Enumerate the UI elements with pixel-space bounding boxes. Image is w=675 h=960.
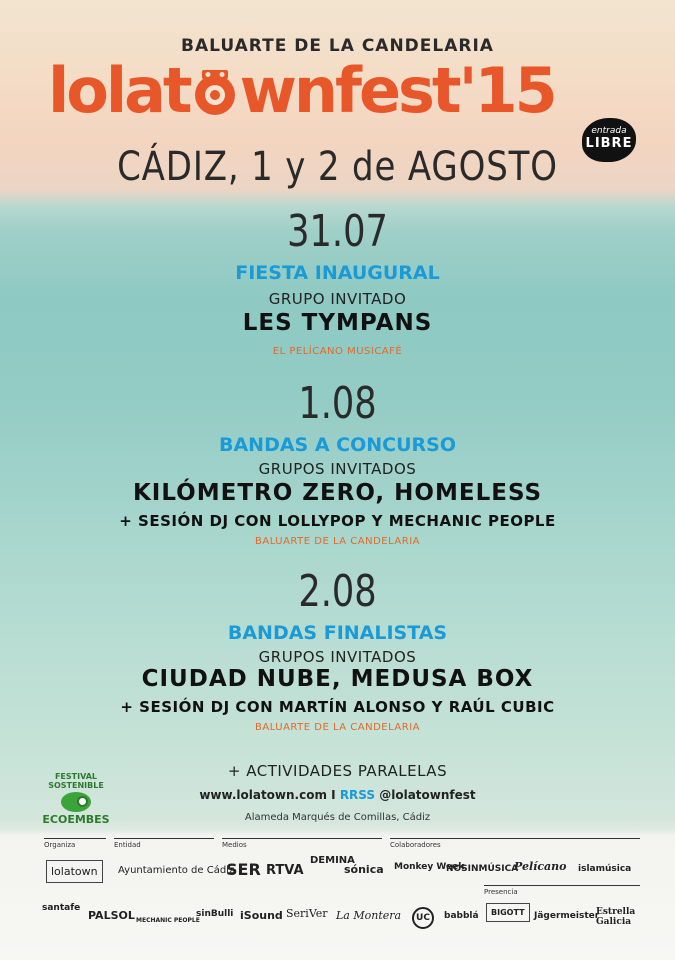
event-bands: LES TYMPANS (242, 310, 433, 336)
estrella-galicia-logo: Estrella Galicia (596, 907, 636, 927)
event-bands: KILÓMETRO ZERO, HOMELESS (132, 480, 543, 506)
social-handle[interactable]: @lolatownfest (379, 788, 476, 802)
event-name: BANDAS FINALISTAS (227, 622, 448, 644)
santafe-logo: santafe (42, 903, 81, 913)
eco-arc-text: FESTIVAL SOSTENIBLE (48, 772, 104, 790)
rtva-logo: RTVA (266, 863, 304, 878)
website-link[interactable]: www.lolatown.com I (199, 788, 336, 802)
guests-label: GRUPO INVITADO (268, 290, 407, 308)
title-year: '15 (458, 54, 555, 127)
islamusica-logo: islamúsica (578, 864, 632, 874)
event-date: 1.08 (298, 378, 377, 429)
nosinmusica-logo: NOSINMÚSICA (446, 864, 519, 874)
label-colaboradores: Colaboradores (390, 838, 640, 849)
badge-line-1: entrada (591, 126, 627, 136)
palsol-logo: PALSOL (88, 909, 135, 922)
uc-logo: UC (412, 907, 434, 929)
demina-logo: DEMINA (310, 855, 355, 866)
lolatown-logo: lolatown (46, 860, 103, 883)
event-place: BALUARTE DE LA CANDELARIA (255, 536, 420, 547)
sonica-logo: sónica (344, 863, 384, 876)
badge-line-2: LIBRE (585, 136, 633, 151)
la-montera-logo: La Montera (336, 909, 402, 922)
isound-logo: iSound (240, 909, 283, 922)
ayuntamiento-logo: Ayuntamiento de Cádiz (118, 865, 235, 876)
event-place: BALUARTE DE LA CANDELARIA (255, 722, 420, 733)
monkey-week-logo: Monkey Week (394, 862, 465, 872)
rrss-label: RRSS (339, 788, 376, 802)
festival-title (48, 56, 648, 126)
venue-heading: BALUARTE DE LA CANDELARIA (181, 36, 494, 56)
event-name: FIESTA INAUGURAL (235, 262, 440, 284)
parallel-activities: + ACTIVIDADES PARALELAS (227, 762, 448, 780)
sponsor-row-2 (40, 885, 640, 935)
address: Alameda Marqués de Comillas, Cádiz (244, 812, 431, 823)
event-bands: CIUDAD NUBE, MEDUSA BOX (141, 666, 534, 692)
event-dj: + SESIÓN DJ CON LOLLYPOP Y MECHANIC PEOPLE (119, 512, 556, 530)
event-place: EL PELÍCANO MUSICAFÉ (272, 346, 403, 357)
label-medios: Medios (222, 838, 382, 849)
label-entidad: Entidad (114, 838, 214, 849)
event-date: 31.07 (287, 206, 388, 257)
pelicano-logo: Pelícano (514, 860, 567, 873)
jagermeister-logo: Jägermeister (534, 911, 600, 921)
dates-subtitle: CÁDIZ, 1 y 2 de AGOSTO (117, 144, 558, 190)
title-part-1: lolat (48, 54, 190, 127)
event-name: BANDAS A CONCURSO (218, 434, 457, 456)
mechanic-people-logo: MECHANIC PEOPLE (136, 917, 200, 924)
event-date: 2.08 (298, 566, 377, 617)
event-dj: + SESIÓN DJ CON MARTÍN ALONSO Y RAÚL CUBIC (120, 698, 555, 716)
bigott-logo: BIGOTT (486, 903, 530, 922)
seriver-logo: SeriVer (286, 907, 328, 920)
ecoembes-logo (28, 772, 124, 832)
label-organiza: Organiza (44, 838, 106, 849)
ser-logo: SER (226, 860, 261, 879)
speaker-icon (190, 68, 240, 118)
sponsor-row-1 (40, 838, 640, 888)
label-presencia: Presencia (484, 885, 640, 896)
recycle-icon (61, 792, 91, 812)
title-part-2: wnfest (239, 54, 459, 127)
eco-name: ECOEMBES (42, 813, 110, 826)
sinbulli-logo: sinBulli (196, 909, 234, 919)
guests-label: GRUPOS INVITADOS (258, 648, 417, 666)
babbla-logo: babblá (444, 911, 479, 921)
guests-label: GRUPOS INVITADOS (258, 460, 417, 478)
